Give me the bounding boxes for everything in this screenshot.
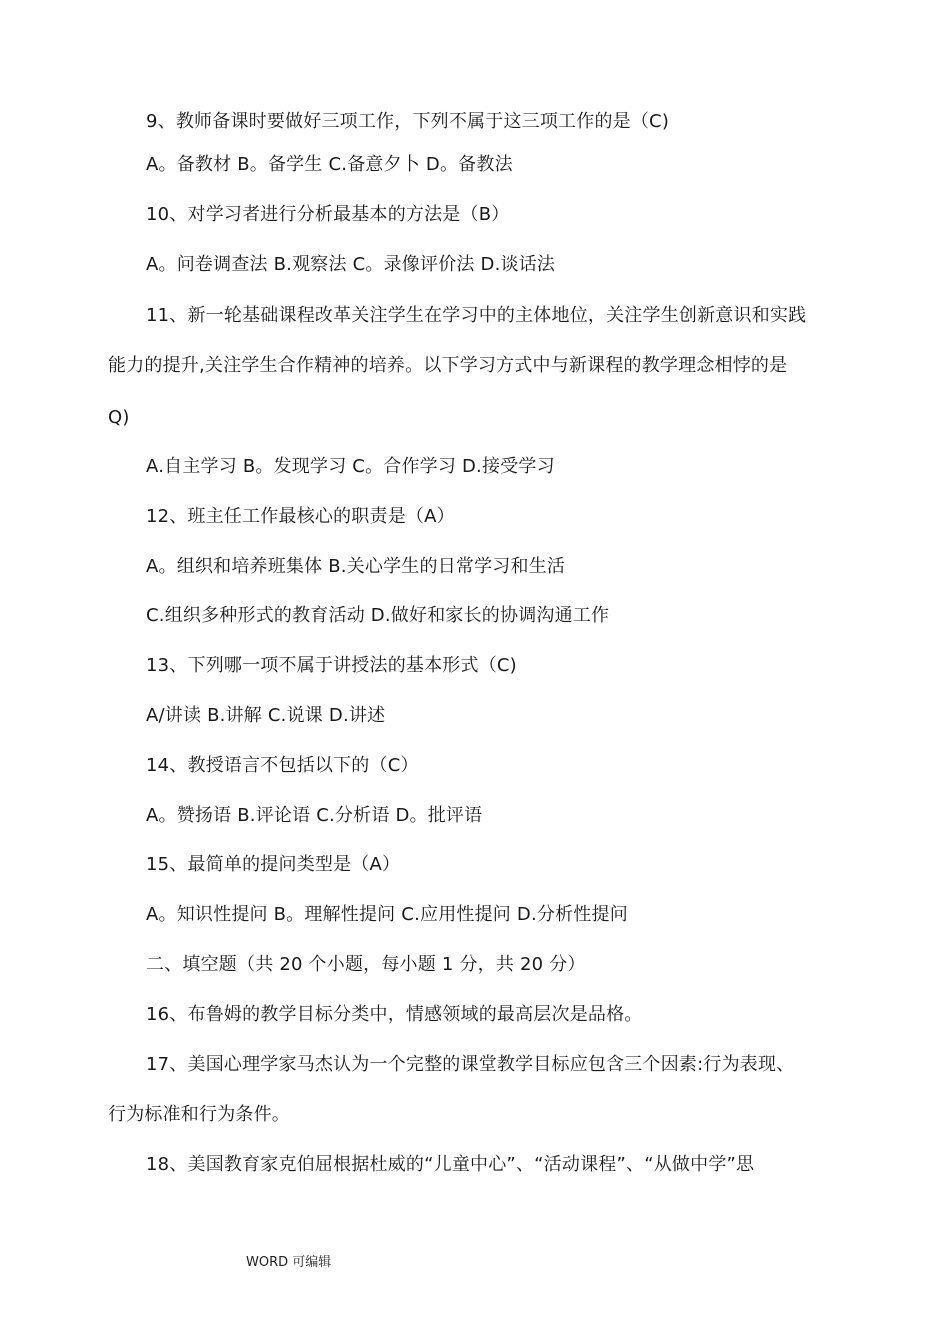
- question-13: 13、下列哪一项不属于讲授法的基本形式（C): [146, 655, 517, 676]
- question-17-line-1: 17、美国心理学家马杰认为一个完整的课堂教学目标应包含三个因素:行为表现、: [146, 1054, 795, 1075]
- question-17-line-2: 行为标准和行为条件。: [108, 1104, 290, 1125]
- question-10-options: A。问卷调查法 B.观察法 C。录像评价法 D.谈话法: [146, 254, 556, 275]
- question-13-options: A/讲读 B.讲解 C.说课 D.讲述: [146, 705, 386, 726]
- question-9: 9、教师备课时要做好三项工作，下列不属于这三项工作的是（C): [146, 111, 670, 132]
- question-12-options-1: A。组织和培养班集体 B.关心学生的日常学习和生活: [146, 556, 566, 577]
- footer-watermark: WORD 可编辑: [246, 1255, 332, 1270]
- question-11-line-1: 11、新一轮基础课程改革关注学生在学习中的主体地位，关注学生创新意识和实践: [146, 305, 807, 326]
- question-9-options: A。备教材 B。备学生 C.备意夕卜 D。备教法: [146, 154, 513, 175]
- question-15: 15、最简单的提问类型是（A）: [146, 854, 401, 875]
- question-16: 16、布鲁姆的教学目标分类中，情感领域的最高层次是品格。: [146, 1004, 643, 1025]
- question-11-line-2: 能力的提升,关注学生合作精神的培养。以下学习方式中与新课程的教学理念相悖的是: [108, 355, 788, 376]
- question-15-options: A。知识性提问 B。理解性提问 C.应用性提问 D.分析性提问: [146, 904, 628, 925]
- question-11-options: A.自主学习 B。发现学习 C。合作学习 D.接受学习: [146, 456, 555, 477]
- question-18-line-1: 18、美国教育家克伯屈根据杜威的“儿童中心”、“活动课程”、“从做中学”思: [146, 1154, 755, 1175]
- question-14: 14、教授语言不包括以下的（C）: [146, 755, 419, 776]
- question-12: 12、班主任工作最核心的职责是（A）: [146, 506, 455, 527]
- question-14-options: A。赞扬语 B.评论语 C.分析语 D。批评语: [146, 805, 483, 826]
- section-heading-fill-in: 二、填空题（共 20 个小题，每小题 1 分，共 20 分）: [146, 954, 586, 975]
- question-12-options-2: C.组织多种形式的教育活动 D.做好和家长的协调沟通工作: [146, 605, 610, 626]
- question-11-line-3: Q): [108, 407, 130, 428]
- question-10: 10、对学习者进行分析最基本的方法是（B）: [146, 204, 510, 225]
